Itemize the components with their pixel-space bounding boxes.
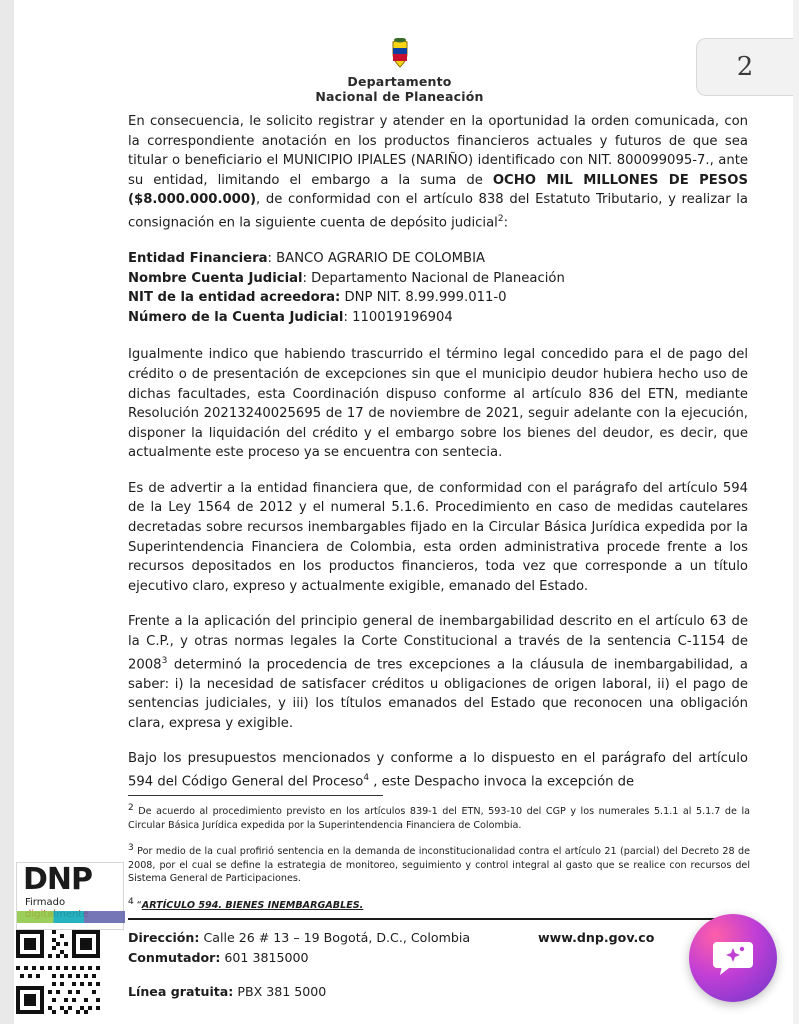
footnote-2-text: De acuerdo al procedimiento previsto en los artículos 839-1 del ETN, 593-10 del CGP y los numerales 5.1.1 al 5.1.7 de la Circular Básica Jurídica expedida por la Superintendencia Financiera de Colombia. [128, 806, 750, 831]
letterhead-line-1: Departamento [347, 74, 452, 89]
stamp-color-bar [17, 911, 125, 923]
footnote-4-quote: “ [136, 900, 142, 912]
paragraph-5 [128, 749, 748, 792]
footer-hotline-value: PBX 381 5000 [237, 984, 327, 999]
field-entidad-financiera-value: BANCO AGRARIO DE COLOMBIA [276, 250, 485, 266]
footer-switchboard-label: Conmutador: [128, 950, 221, 965]
paragraph-4 [128, 612, 748, 733]
embargo-amount: OCHO MIL MILLONES DE PESOS ($8.000.000.000) [128, 172, 748, 208]
footnote-ref-3: 3 [161, 655, 168, 666]
paragraph-1: En consecuencia, le solicito registrar y atender en la oportunidad la orden comunicada, con la correspondiente anotación en los productos financieros actuales y futuros de que sea titular o beneficiario el MUNICIPIO IPIALES (NARIÑO) identificado con NIT. 800099095-7., ante su entidad, limitando el embargo a la suma de OCHO MIL MILLONES DE PESOS ($8.000.000.000), de conformidad con el artículo 838 del Estatuto Tributario, y realizar la consignación en la siguiente cuenta de depósito judicial$^2$: [128, 114, 748, 231]
field-sep: : [267, 250, 277, 266]
footnote-4 [128, 896, 750, 913]
field-numero-cuenta [128, 308, 748, 328]
paragraph-1-part-a: En consecuencia, le solicito registrar y atender en la oportunidad la orden comunicada, con la correspondiente anotación en los productos financieros actuales y futuros de que sea titular o beneficiario el MUNICIPIO IPIALES (NARIÑO) identificado con NIT. 800099095-7., ante su entidad, limitando el embargo a la suma de [128, 114, 748, 188]
paragraph-2: Igualmente indico que habiendo trascurrido el término legal concedido para el de pago del crédito o de presentación de excepciones sin que el municipio deudor hubiera hecho uso de dichas facultades, esta Coordinación dispuso conforme al artículo 836 del ETN, mediante Resolución 20213240025695 de 17 de noviembre de 2021, seguir adelante con la ejecución, disponer la liquidación del crédito y el embargo sobre los bienes del deudor, es decir, que actualmente este proceso ya se encuentra con sentecia. [128, 347, 748, 461]
paragraph-5-part-b: , este Despacho invoca la excepción de [369, 774, 635, 790]
letterhead-line-2: Nacional de Planeación [315, 89, 484, 104]
field-nit-acreedora-value: DNP NIT. 8.99.999.011-0 [344, 290, 507, 306]
stamp-acronym: DNP [23, 862, 92, 897]
footnote-3-marker: 3 [128, 843, 134, 854]
stamp-signed-label: Firmado [25, 897, 66, 908]
document-body [128, 112, 748, 792]
footer [128, 928, 768, 1002]
field-sep: : [302, 270, 312, 286]
letterhead [0, 38, 799, 104]
footer-address-row [128, 928, 768, 948]
footnote-separator [128, 795, 383, 796]
footnote-4-emphasis: ARTÍCULO 594. BIENES INEMBARGABLES. [141, 900, 364, 912]
judicial-account-fields [128, 249, 748, 327]
field-numero-cuenta-value: 110019196904 [352, 309, 453, 325]
footer-address-label: Dirección: [128, 930, 200, 945]
footer-switchboard-row [128, 948, 768, 968]
page-number-value: 2 [736, 52, 754, 82]
footnote-3 [128, 842, 750, 886]
chat-bubble-sparkle-icon [711, 938, 755, 978]
footer-website-link[interactable]: www.dnp.gov.co [538, 930, 655, 945]
field-nombre-cuenta-label: Nombre Cuenta Judicial [128, 270, 303, 286]
viewer-right-gutter [793, 0, 799, 1024]
footer-hotline-label: Línea gratuita: [128, 984, 234, 999]
footnote-ref-2: 2 [497, 213, 504, 224]
footnote-3-text: Por medio de la cual profirió sentencia en la demanda de inconstitucionalidad contra el artículo 21 (parcial) del Decreto 28 de 2008, por el cual se define la estrategia de monitoreo, seguimiento y control integral al gasto que se realice con recursos del Sistema General de Participaciones. [128, 846, 750, 885]
footer-switchboard-value: 601 3815000 [224, 950, 309, 965]
field-entidad-financiera-label: Entidad Financiera [128, 250, 268, 266]
footnote-ref-4: 4 [363, 773, 370, 783]
viewer-left-gutter [0, 0, 14, 1024]
paragraph-5-part-a: Bajo los presupuestos mencionados y conforme a lo dispuesto en el parágrafo del artículo 594 del Código General del Proceso [128, 751, 748, 790]
qr-code-icon [16, 930, 100, 1014]
footnotes [128, 802, 750, 923]
field-sep: : [343, 309, 353, 325]
footnote-4-marker: 4 [128, 896, 134, 907]
paragraph-4-part-a: Frente a la aplicación del principio general de inembargabilidad descrito en el artículo 63 de la C.P., y otras normas legales la Corte Constitucional a través de la sentencia C-1154 de 2008 [128, 614, 748, 673]
field-nombre-cuenta-value: Departamento Nacional de Planeación [311, 270, 565, 286]
footnote-2 [128, 802, 750, 832]
footer-address-value: Calle 26 # 13 – 19 Bogotá, D.C., Colombia [203, 930, 471, 945]
footer-hotline-row [128, 982, 768, 1002]
field-nombre-cuenta [128, 269, 748, 289]
field-numero-cuenta-label: Número de la Cuenta Judicial [128, 309, 344, 325]
digital-signature-stamp [16, 862, 124, 930]
field-nit-acreedora [128, 288, 748, 308]
field-entidad-financiera [128, 249, 748, 269]
footer-separator [128, 918, 750, 920]
footnote-2-marker: 2 [128, 803, 134, 813]
field-nit-acreedora-label: NIT de la entidad acreedora: [128, 290, 341, 306]
paragraph-4-part-b: determinó la procedencia de tres excepciones a la cláusula de inembargabilidad, a saber: i) la necesidad de satisfacer créditos u obligaciones de origen laboral, ii) el pago de sentencias judiciales, y iii) los títulos emanados del Estado que reconocen una obligación clara, expresa y exigible. [128, 657, 748, 731]
paragraph-1-part-b: , de conformidad con el artículo 838 del Estatuto Tributario, y realizar la consignación en la siguiente cuenta de depósito judicial [128, 192, 748, 231]
colombia-coat-of-arms-icon [387, 38, 413, 70]
chat-widget-button[interactable] [689, 914, 777, 1002]
paragraph-3: Es de advertir a la entidad financiera que, de conformidad con el parágrafo del artículo 594 de la Ley 1564 de 2012 y el numeral 5.1.6. Procedimiento en caso de medidas cautelares decretadas sobre recursos inembargables fijado en la Circular Básica Jurídica expedida por la Superintendencia Financiera de Colombia, esta orden administrativa procede frente a los recursos depositados en los productos financieros, toda vez que corresponde a un título ejecutivo claro, expreso y actualmente exigible, emanado del Estado. [128, 480, 748, 594]
